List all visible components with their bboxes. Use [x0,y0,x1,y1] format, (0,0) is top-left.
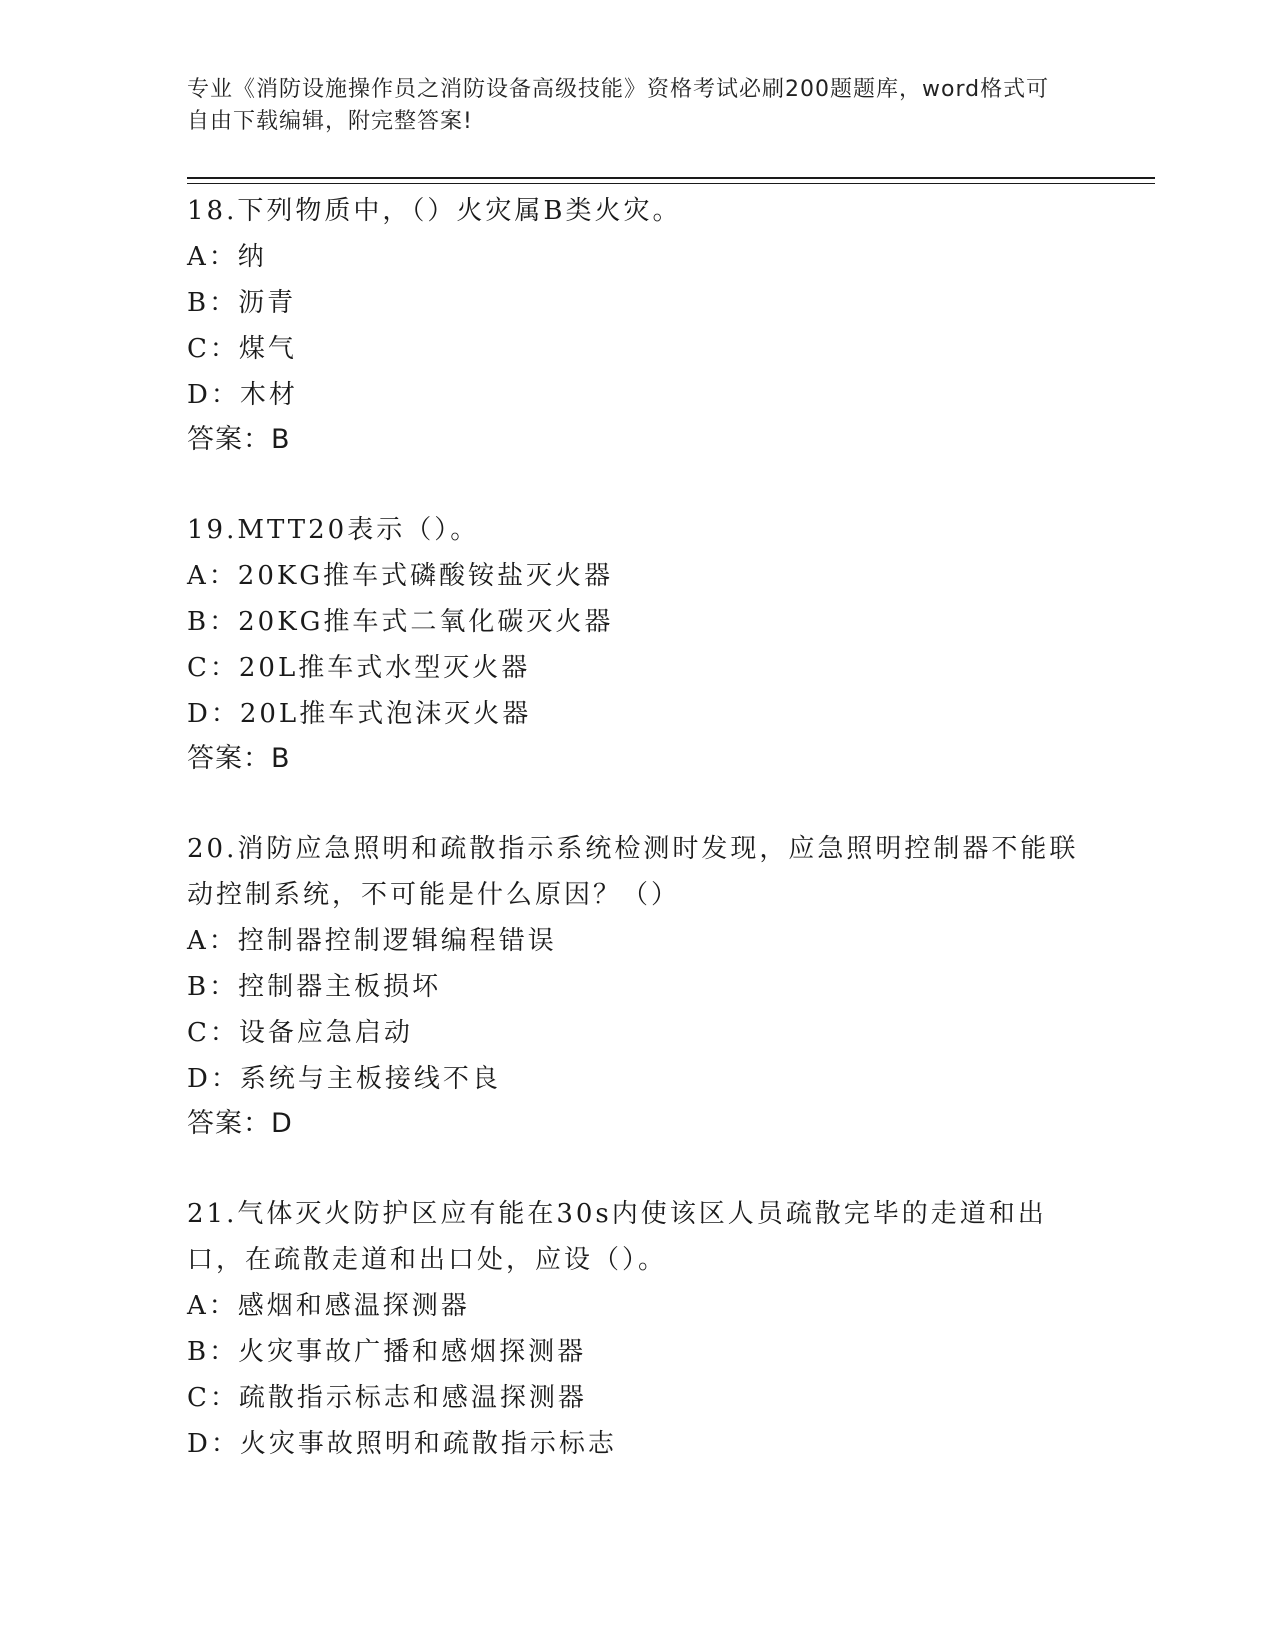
answer-line: 答案：D [187,1108,293,1139]
option-b: B：沥青 [187,288,297,318]
option-a: A：感烟和感温探测器 [187,1291,470,1321]
option-b: B：火灾事故广播和感烟探测器 [187,1337,587,1367]
question-stem: 18.下列物质中，（）火灾属B类火灾。 [187,196,682,226]
option-list [187,553,1087,737]
option-c: C：20L推车式水型灭火器 [187,653,531,683]
option-list [187,234,1087,418]
option-d: D：火灾事故照明和疏散指示标志 [187,1429,617,1459]
question-list [187,188,1087,1467]
option-b: B：控制器主板损坏 [187,972,442,1002]
question-stem: 19.MTT20表示（）。 [187,515,480,545]
option-a: A：20KG推车式磷酸铵盐灭火器 [187,561,614,591]
option-c: C：煤气 [187,334,297,364]
document-header [187,74,1067,138]
header-divider-thin [187,183,1155,184]
option-b: B：20KG推车式二氧化碳灭火器 [187,607,614,637]
question-19 [187,507,1087,781]
option-a: A：纳 [187,242,267,272]
option-a: A：控制器控制逻辑编程错误 [187,926,557,956]
option-list [187,918,1087,1102]
answer-line: 答案：B [187,743,291,774]
question-21 [187,1191,1087,1467]
question-stem: 21.气体灭火防护区应有能在30s内使该区人员疏散完毕的走道和出口，在疏散走道和出口处，应设（）。 [187,1199,1047,1275]
option-d: D：木材 [187,380,298,410]
option-list [187,1283,1087,1467]
option-c: C：设备应急启动 [187,1018,413,1048]
question-stem: 20.消防应急照明和疏散指示系统检测时发现，应急照明控制器不能联动控制系统，不可能是什么原因？（） [187,834,1079,910]
header-divider-thick [187,177,1155,179]
option-d: D：20L推车式泡沫灭火器 [187,699,532,729]
answer-line: 答案：B [187,424,291,455]
option-c: C：疏散指示标志和感温探测器 [187,1383,587,1413]
option-d: D：系统与主板接线不良 [187,1064,501,1094]
header-intro-text: 专业《消防设施操作员之消防设备高级技能》资格考试必刷200题题库，word格式可自由下载编辑，附完整答案! [187,77,1050,134]
question-18 [187,188,1087,462]
question-20 [187,826,1087,1146]
